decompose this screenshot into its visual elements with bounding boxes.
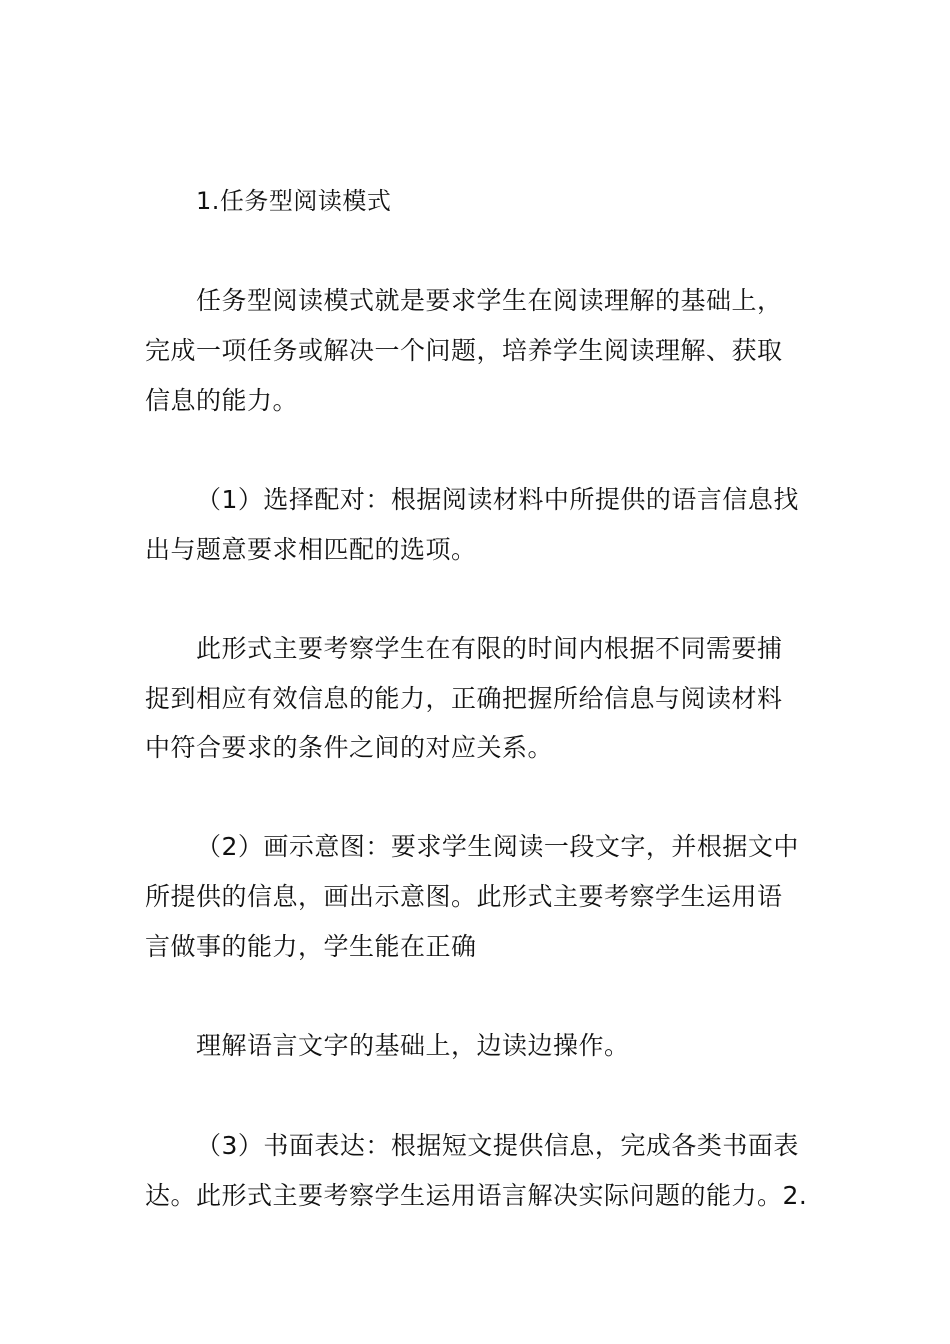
paragraph-1-line-2: 完成一项任务或解决一个问题，培养学生阅读理解、获取: [145, 336, 783, 365]
paragraph-4-line-2: 所提供的信息，画出示意图。此形式主要考察学生运用语: [145, 882, 783, 911]
paragraph-5-line-1: 理解语言文字的基础上，边读边操作。: [196, 1031, 630, 1060]
paragraph-1-line-3: 信息的能力。: [145, 386, 299, 415]
section-heading: 1.任务型阅读模式: [196, 187, 392, 215]
paragraph-3-line-3: 中符合要求的条件之间的对应关系。: [145, 733, 554, 762]
paragraph-3-line-1: 此形式主要考察学生在有限的时间内根据不同需要捕: [196, 634, 783, 663]
paragraph-1-line-1: 任务型阅读模式就是要求学生在阅读理解的基础上，: [196, 286, 783, 315]
paragraph-3-line-2: 捉到相应有效信息的能力，正确把握所给信息与阅读材料: [145, 684, 783, 713]
paragraph-4-line-3: 言做事的能力，学生能在正确: [145, 932, 477, 961]
paragraph-6-line-2: 达。此形式主要考察学生运用语言解决实际问题的能力。2.: [145, 1181, 808, 1210]
paragraph-4-line-1: （2）画示意图：要求学生阅读一段文字，并根据文中: [196, 832, 799, 861]
paragraph-2-line-1: （1）选择配对：根据阅读材料中所提供的语言信息找: [196, 485, 799, 514]
paragraph-6-line-1: （3）书面表达：根据短文提供信息，完成各类书面表: [196, 1131, 799, 1160]
paragraph-2-line-2: 出与题意要求相匹配的选项。: [145, 535, 477, 564]
